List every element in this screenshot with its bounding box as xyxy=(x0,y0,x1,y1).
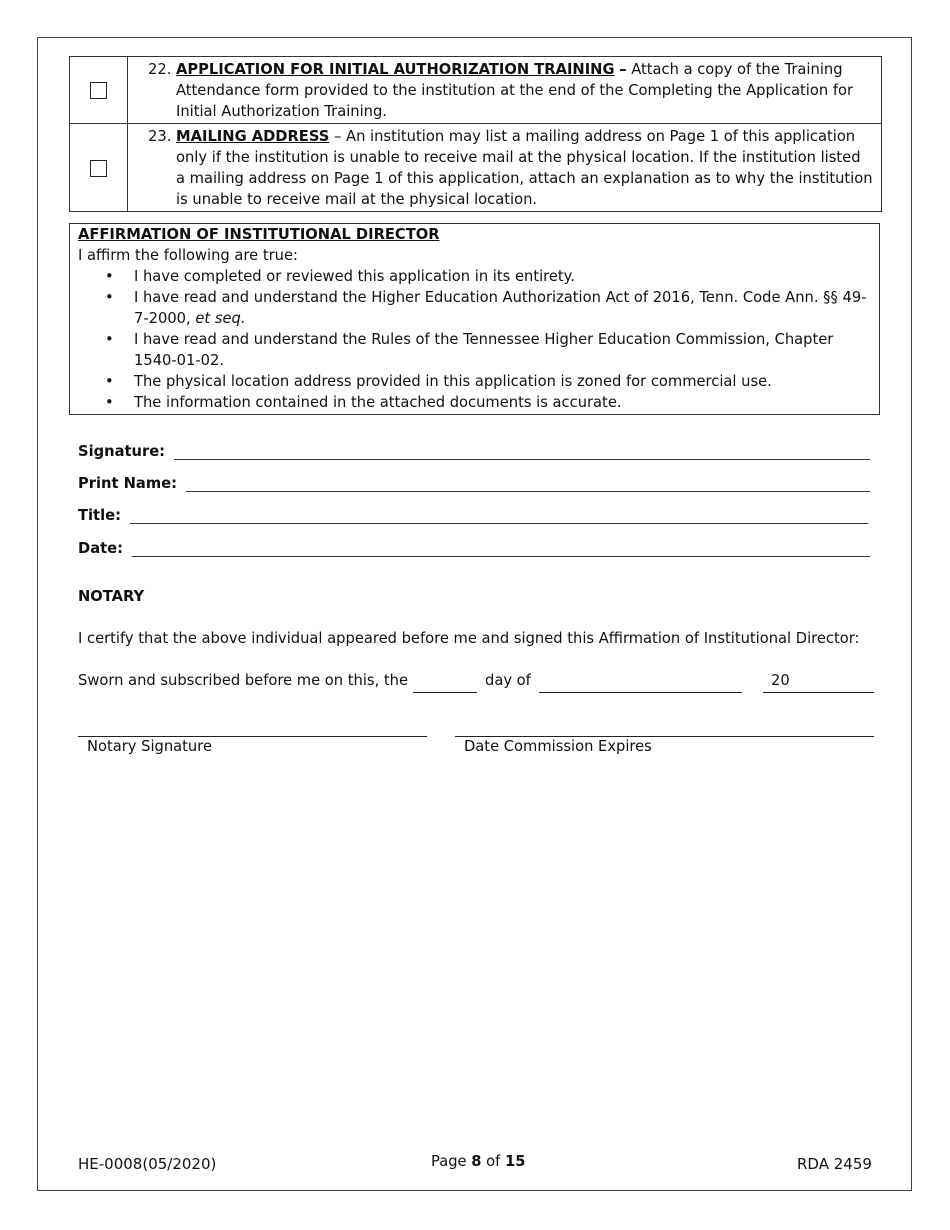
print-name-line xyxy=(78,472,870,492)
checkbox-mailing-address[interactable] xyxy=(90,160,107,177)
checklist-row xyxy=(70,57,882,124)
date-field[interactable] xyxy=(132,542,870,557)
checklist-item-cell xyxy=(128,124,882,212)
date-label: Date: xyxy=(78,540,129,557)
form-id: HE-0008(05/2020) xyxy=(78,1155,217,1173)
checkbox-cell xyxy=(70,57,128,124)
page-number: Page 8 of 15 xyxy=(431,1153,526,1170)
item-number: 22. xyxy=(148,61,172,78)
rda-number: RDA 2459 xyxy=(797,1155,872,1173)
et-seq: et seq. xyxy=(195,310,246,327)
affirmation-list xyxy=(78,266,871,413)
notary-signature-caption: Notary Signature xyxy=(87,738,212,755)
list-item: • The information contained in the attached documents is accurate. xyxy=(105,394,622,411)
checklist-item xyxy=(128,124,881,211)
list-item: • I have read and understand the Rules of the Tennessee Higher Education Commission, Chapter 1540-01-02. xyxy=(105,331,834,369)
bullet-icon: • xyxy=(105,289,114,306)
bullet-icon: • xyxy=(105,373,114,390)
notary-certify-text: I certify that the above individual appeared before me and signed this Affirmation of Institutional Director: xyxy=(78,630,860,647)
affirmation-box xyxy=(69,223,880,415)
notary-heading: NOTARY xyxy=(78,588,145,605)
list-item: • I have completed or reviewed this application in its entirety. xyxy=(105,268,575,285)
signature-label: Signature: xyxy=(78,443,171,460)
commission-expires-caption: Date Commission Expires xyxy=(464,738,652,755)
title-label: Title: xyxy=(78,507,127,524)
title-field[interactable] xyxy=(130,509,868,524)
print-name-field[interactable] xyxy=(186,477,870,492)
affirmation-intro: I affirm the following are true: xyxy=(78,247,298,264)
checklist-item xyxy=(128,57,881,123)
day-field[interactable] xyxy=(413,692,477,693)
checkbox-cell xyxy=(70,124,128,212)
checkbox-training[interactable] xyxy=(90,82,107,99)
list-item: • I have read and understand the Higher Education Authorization Act of 2016, Tenn. Code Ann. §§ 49-7-2000, et seq. xyxy=(105,289,867,327)
signature-field[interactable] xyxy=(174,445,870,460)
item-heading: MAILING ADDRESS xyxy=(176,128,330,145)
item-text: An institution may list a mailing address on Page 1 of this application only if the institution is unable to receive mail at the physical location. If the institution listed a mailing address on Page 1 of this application, attach an explanation as to why the institution is unable to receive mail at the physical location. xyxy=(176,128,873,208)
sworn-text: Sworn and subscribed before me on this, the xyxy=(78,672,409,689)
checklist-table xyxy=(69,56,882,212)
item-separator: – xyxy=(619,61,627,78)
item-text: Attach a copy of the Training Attendance form provided to the institution at the end of the Completing the Application for Initial Authorization Training. xyxy=(176,61,854,120)
list-item: • The physical location address provided in this application is zoned for commercial use. xyxy=(105,373,772,390)
current-page: 8 xyxy=(471,1153,482,1170)
signature-line xyxy=(78,440,870,460)
title-line xyxy=(78,504,868,524)
item-separator: – xyxy=(334,128,342,145)
checklist-row xyxy=(70,124,882,212)
total-pages: 15 xyxy=(504,1153,526,1170)
day-of-text: day of xyxy=(485,672,531,689)
commission-expires-field[interactable] xyxy=(455,736,874,737)
year-prefix: 20 xyxy=(771,672,790,689)
item-number: 23. xyxy=(148,128,172,145)
date-line xyxy=(78,537,870,557)
item-heading: APPLICATION FOR INITIAL AUTHORIZATION TRAINING xyxy=(176,61,615,78)
print-name-label: Print Name: xyxy=(78,475,183,492)
month-field[interactable] xyxy=(539,692,742,693)
affirmation-title: AFFIRMATION OF INSTITUTIONAL DIRECTOR xyxy=(78,226,440,243)
notary-signature-field[interactable] xyxy=(78,736,427,737)
bullet-icon: • xyxy=(105,394,114,411)
bullet-icon: • xyxy=(105,331,114,348)
checklist-item-cell xyxy=(128,57,882,124)
bullet-icon: • xyxy=(105,268,114,285)
year-field[interactable] xyxy=(763,692,874,693)
